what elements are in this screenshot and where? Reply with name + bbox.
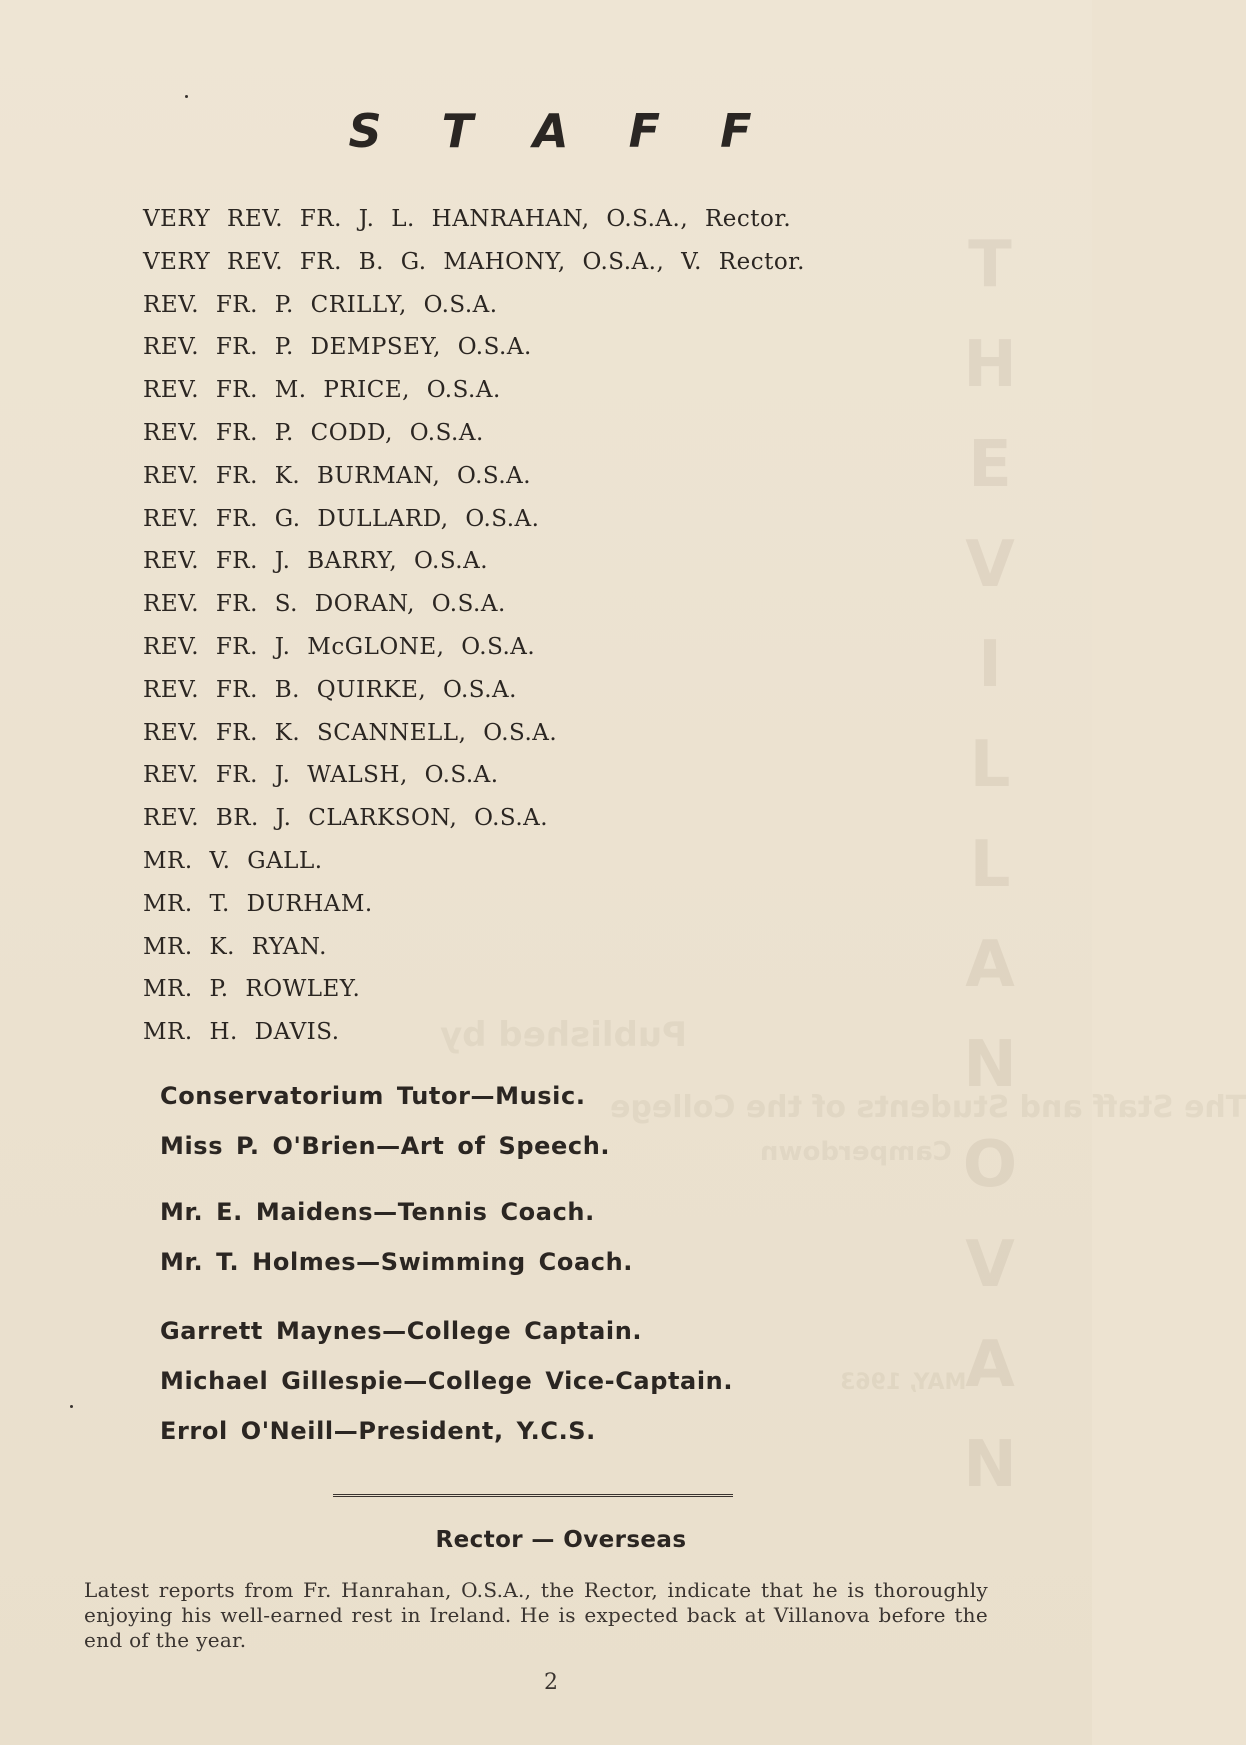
staff-list — [143, 198, 805, 1054]
staff-member: REV. FR. P. DEMPSEY, O.S.A. — [143, 334, 532, 361]
tutor-entry: Miss P. O'Brien—Art of Speech. — [160, 1132, 611, 1160]
ghost-letter: I — [978, 628, 1002, 702]
tutor-entry: Conservatorium Tutor—Music. — [160, 1082, 586, 1110]
staff-member: REV. FR. S. DORAN, O.S.A. — [143, 591, 506, 618]
coach-entry: Mr. T. Holmes—Swimming Coach. — [160, 1248, 634, 1276]
coaches-list — [160, 1187, 633, 1287]
tutors-list — [160, 1071, 610, 1171]
student-leader-entry: Michael Gillespie—College Vice-Captain. — [160, 1367, 734, 1395]
ghost-letter: E — [968, 428, 1012, 502]
staff-member: REV. FR. J. McGLONE, O.S.A. — [143, 633, 536, 660]
paper-speck — [185, 95, 188, 98]
student-leader-entry: Garrett Maynes—College Captain. — [160, 1317, 643, 1345]
staff-member: REV. FR. G. DULLARD, O.S.A. — [143, 505, 540, 532]
show-through-text: Published by — [440, 1015, 687, 1055]
staff-member: MR. P. ROWLEY. — [143, 976, 361, 1003]
ghost-letter: N — [963, 1428, 1017, 1502]
staff-member: REV. FR. P. CODD, O.S.A. — [143, 419, 484, 446]
ghost-letter: H — [963, 328, 1017, 402]
ghost-letter: L — [969, 828, 1011, 902]
staff-member: MR. V. GALL. — [143, 847, 323, 874]
section-heading: Rector — Overseas — [435, 1527, 687, 1553]
ghost-letter: A — [965, 1328, 1015, 1402]
ghost-letter: N — [963, 1028, 1017, 1102]
paper-speck — [70, 1405, 73, 1408]
ghost-letter: V — [965, 1228, 1015, 1302]
staff-member: VERY REV. FR. B. G. MAHONY, O.S.A., V. Rector. — [143, 248, 805, 275]
show-through-text: Camperdown — [760, 1137, 952, 1167]
show-through-text: The Staff and Students of the College — [610, 1090, 1246, 1125]
staff-member: REV. FR. M. PRICE, O.S.A. — [143, 377, 501, 404]
show-through-vertical-title — [955, 215, 1025, 1515]
section-divider — [333, 1494, 733, 1497]
student-leaders-list — [160, 1306, 733, 1456]
ghost-letter: A — [965, 928, 1015, 1002]
show-through-text: MAY, 1963 — [840, 1370, 967, 1395]
staff-member: REV. BR. J. CLARKSON, O.S.A. — [143, 805, 549, 832]
staff-member: REV. FR. J. BARRY, O.S.A. — [143, 548, 489, 575]
staff-member: MR. H. DAVIS. — [143, 1019, 340, 1046]
student-leader-entry: Errol O'Neill—President, Y.C.S. — [160, 1417, 596, 1445]
staff-member: REV. FR. B. QUIRKE, O.S.A. — [143, 676, 517, 703]
rector-paragraph: Latest reports from Fr. Hanrahan, O.S.A., the Rector, indicate that he is thoroughly enjoying his well-earned rest in Ireland. He is expected back at Villanova before the end of the year. — [84, 1578, 988, 1652]
staff-member: VERY REV. FR. J. L. HANRAHAN, O.S.A., Rector. — [143, 206, 792, 232]
ghost-letter: V — [965, 528, 1015, 602]
staff-member: REV. FR. K. SCANNELL, O.S.A. — [143, 719, 558, 746]
staff-member: REV. FR. P. CRILLY, O.S.A. — [143, 291, 498, 318]
ghost-letter: O — [962, 1128, 1018, 1202]
staff-member: REV. FR. K. BURMAN, O.S.A. — [143, 462, 532, 489]
page-title: S T A F F — [348, 104, 774, 158]
staff-member: MR. T. DURHAM. — [143, 890, 373, 917]
ghost-letter: T — [968, 228, 1012, 302]
staff-member: MR. K. RYAN. — [143, 933, 327, 960]
staff-member: REV. FR. J. WALSH, O.S.A. — [143, 762, 499, 789]
coach-entry: Mr. E. Maidens—Tennis Coach. — [160, 1198, 595, 1226]
page-number: 2 — [544, 1670, 558, 1695]
ghost-letter: L — [969, 728, 1011, 802]
